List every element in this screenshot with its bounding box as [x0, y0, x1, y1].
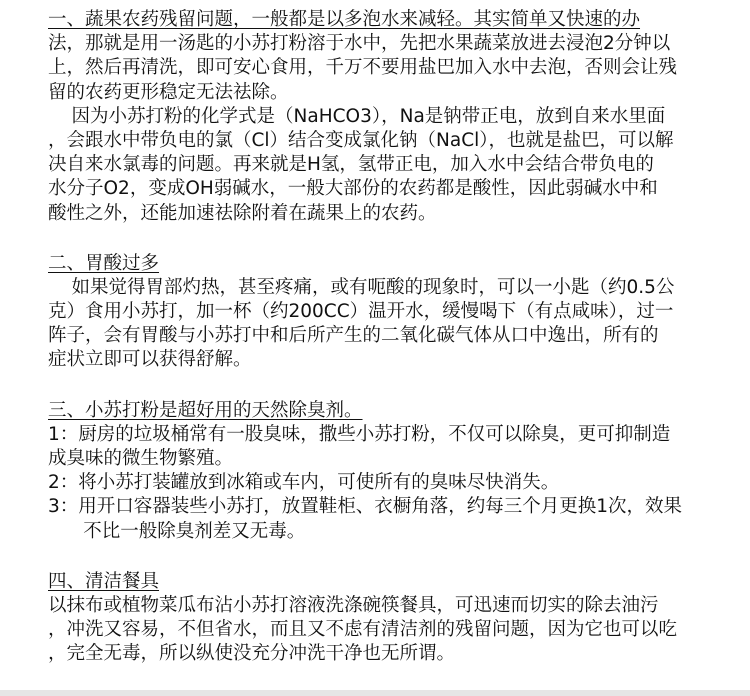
section-stomach-acid [48, 252, 728, 373]
section-1-line: 上，然后再清洗，即可安心食用，千万不要用盐巴加入水中去泡，否则会让残 [48, 57, 678, 79]
section-1-line: 决自来水氯毒的问题。再来就是H氢，氢带正电，加入水中会结合带负电的 [48, 154, 654, 176]
section-tableware-cleaning [48, 570, 728, 667]
section-2-line: 如果觉得胃部灼热，甚至疼痛，或有呃酸的现象时，可以一小匙（约0.5公 [48, 276, 675, 298]
section-1-line: 因为小苏打粉的化学式是（NaHCO3），Na是钠带正电，放到自来水里面 [48, 105, 666, 127]
bottom-divider [0, 690, 750, 696]
section-3-line: 2：将小苏打装罐放到冰箱或车内，可使所有的臭味尽快消失。 [48, 472, 560, 494]
section-1-line: ，会跟水中带负电的氯（Cl）结合变成氯化钠（NaCl），也就是盐巴，可以解 [48, 129, 674, 151]
section-pesticide-residue [48, 8, 728, 226]
section-2-heading: 二、胃酸过多 [48, 252, 160, 274]
section-1-line: 酸性之外，还能加速祛除附着在蔬果上的农药。 [48, 202, 437, 224]
section-3-heading: 三、小苏打粉是超好用的天然除臭剂。 [48, 399, 363, 421]
section-spacer [48, 226, 728, 252]
article [48, 8, 728, 667]
section-1-line: 法，那就是用一汤匙的小苏打粉溶于水中，先把水果蔬菜放进去浸泡2分钟以 [48, 33, 671, 55]
section-3-line: 不比一般除臭剂差又无毒。 [48, 520, 306, 542]
section-2-line: 阵子，会有胃酸与小苏打中和后所产生的二氧化碳气体从口中逸出，所有的 [48, 325, 659, 347]
section-1-line: 留的农药更形稳定无法祛除。 [48, 81, 289, 103]
section-3-line: 1：厨房的垃圾桶常有一股臭味，撒些小苏打粉，不仅可以除臭，更可抑制造 [48, 423, 671, 445]
section-4-line: ，冲洗又容易，不但省水，而且又不虑有清洁剂的残留问题，因为它也可以吃 [48, 619, 678, 641]
section-1-heading-line: 一、蔬果农药残留问题，一般都是以多泡水来减轻。其实简单又快速的办 [48, 9, 641, 30]
section-4-heading: 四、清洁餐具 [48, 570, 160, 592]
section-4-line: 以抹布或植物菜瓜布沾小苏打溶液洗涤碗筷餐具，可迅速而切实的除去油污 [48, 594, 659, 616]
section-deodorizer [48, 399, 728, 544]
section-spacer [48, 544, 728, 570]
section-spacer [48, 373, 728, 399]
section-4-line: ，完全无毒，所以纵使没充分冲洗干净也无所谓。 [48, 643, 456, 665]
section-1-line: 水分子O2，变成OH弱碱水，一般大部份的农药都是酸性，因此弱碱水中和 [48, 178, 658, 200]
section-2-line: 症状立即可以获得舒解。 [48, 349, 252, 371]
section-2-line: 克）食用小苏打，加一杯（约200CC）温开水，缓慢喝下（有点咸味），过一 [48, 301, 674, 323]
section-3-line: 3：用开口容器装些小苏打，放置鞋柜、衣橱角落，约每三个月更换1次，效果 [48, 496, 683, 518]
section-3-line: 成臭味的微生物繁殖。 [48, 448, 234, 469]
